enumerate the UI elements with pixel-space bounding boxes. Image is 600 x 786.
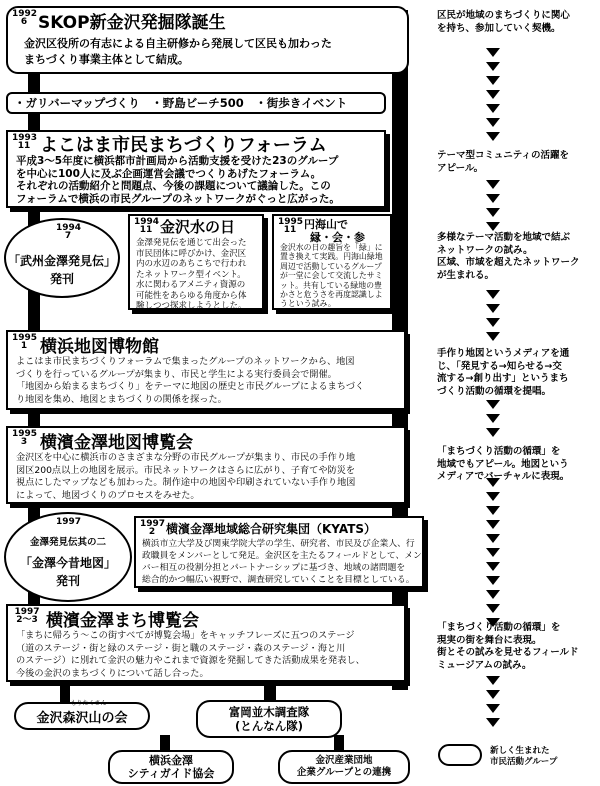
legend-swatch	[438, 744, 482, 766]
enkaizan-box	[272, 214, 392, 310]
down-arrow-icon	[486, 400, 500, 409]
kyats-title: 横濱金澤地域総合研究集団（KYATS）	[166, 522, 377, 536]
kon-jaku-label-top: 金澤発見伝其の二	[29, 537, 106, 548]
down-arrow-icon	[486, 520, 500, 529]
down-arrow-icon	[486, 676, 500, 685]
mizu-body: 金澤発見伝を通じて出会った 市民団体に呼びかけ、金沢区 内の水辺のあちこちで行われ たネットワーク型イベント。 水に関わるアメニティ資源の 可能性をあらゆる角度から体 験しつつ探求しようとした。	[136, 238, 247, 311]
date: 1997	[56, 517, 82, 527]
down-arrow-icon	[486, 534, 500, 543]
group-city-guide	[108, 750, 234, 784]
date: 1995 1	[12, 333, 38, 351]
note: 多様なテーマ活動を地域で結ぶ ネットワークの試み。 区域、市域を超えたネットワーク が生まれる。	[437, 232, 580, 281]
down-arrow-icon	[486, 590, 500, 599]
down-arrow-icon	[486, 690, 500, 699]
date: 1997 2～3	[14, 607, 40, 625]
down-arrow-icon	[486, 576, 500, 585]
down-arrow-icon	[486, 492, 500, 501]
group-sangyo	[278, 750, 410, 784]
down-arrow-icon	[486, 506, 500, 515]
bushu-oval	[4, 218, 120, 298]
connector-bar	[28, 408, 40, 428]
activities-text: ・ガリバーマップづくり ・野島ビーチ500 ・街歩きイベント	[14, 96, 348, 110]
note: 「まちづくり活動の循環」を 現実の街を舞台に表現。 街とその試みを見せるフィールド ミュージアムの試み。	[437, 622, 579, 671]
down-arrow-icon	[486, 332, 500, 341]
forum-body: 平成3～5年度に横浜都市計画局から活動支援を受けた23のグループ を中心に100人に及ぶ企画運営会議でつくりあげたフォーラム。 それぞれの活動紹介と問題点、今後の課題について議論した。この フォーラムで横浜の市民グループのネットワークがぐっと広がった。	[16, 155, 340, 205]
group-tomioka	[196, 700, 342, 738]
down-arrow-icon	[486, 548, 500, 557]
enkaizan-body: 金沢水の日の趣旨を「緑」に 置き換えて実践。円海山緑地 周辺で活動しているグループ が一堂に会して交流したサミ ット。共有している緑地の豊 かさと危うさを再度認識しよ うという試み。	[280, 243, 383, 309]
group-ruby: もりたくさん	[70, 699, 107, 707]
date: 1997 2	[140, 519, 166, 537]
group-sub: (とんなん隊)	[234, 719, 303, 733]
bushu-label: 「武州金澤発見伝」	[7, 254, 116, 268]
down-arrow-icon	[486, 180, 500, 189]
date: 1994 7	[56, 223, 82, 241]
connector-bar	[60, 680, 70, 702]
group-label: 横浜金澤	[149, 754, 193, 767]
down-arrow-icon	[486, 428, 500, 437]
chizu-hakurankai-box	[6, 426, 406, 504]
down-arrow-icon	[486, 222, 500, 231]
group-label: 金沢産業団地	[315, 755, 373, 766]
group-sub: 企業グループとの連携	[296, 767, 392, 778]
date: 1994 11	[134, 217, 160, 235]
machi-hakurankai-body: 「まちに帰ろう～この街すべてが博覧会場」をキャッチフレーズに五つのステージ （道のステージ・街と緑のステージ・街と職のステージ・森のステージ・海と川 のステージ）に別れて金沢の魅力やこれまで資源を発掘してきた活動成果を発表し、 今後の金沢のまちづくりについて話し合った。	[16, 630, 365, 679]
down-arrow-icon	[486, 704, 500, 713]
kyats-box	[134, 516, 424, 588]
machi-hakurankai-box	[6, 604, 406, 682]
date: 1992 6	[12, 9, 38, 27]
down-arrow-icon	[486, 90, 500, 99]
chizu-hakurankai-title: 横濱金澤地図博覧会	[40, 433, 193, 453]
date: 1995 3	[12, 429, 38, 447]
chizu-hakubutsukan-title: 横浜地図博物館	[40, 337, 159, 357]
activities-box	[6, 92, 386, 114]
chizu-hakubutsukan-body: よこはま市民まちづくりフォーラムで集まったグループのネットワークから、地図 づくりを行っているグループが集まり、市民と学生による実行委員会で開催。 「地図から始まるまちづくり」をテーマに地図の歴史と市民グループによるまちづく り地図を集め、地図とまちづくりの関係を探った。	[16, 356, 365, 405]
date: 1993 11	[12, 133, 38, 151]
down-arrow-icon	[486, 194, 500, 203]
down-arrow-icon	[486, 304, 500, 313]
mizu-box	[128, 214, 264, 310]
skop-title: SKOP新金沢発掘隊誕生	[38, 13, 226, 33]
down-arrow-icon	[486, 718, 500, 727]
group-sub: シティガイド協会	[127, 767, 215, 780]
note: 区民が地域のまちづくりに関心 を持ち、参加していく契機。	[437, 10, 570, 34]
note: 手作り地図というメディアを通 じ、「発見する→知らせる→交 流する→創り出す」というまち づくり活動の循環を提唱。	[437, 348, 570, 397]
down-arrow-icon	[486, 76, 500, 85]
forum-box	[6, 130, 386, 208]
kon-jaku-label: 「金澤今昔地図」	[19, 556, 116, 570]
down-arrow-icon	[486, 290, 500, 299]
down-arrow-icon	[486, 118, 500, 127]
date: 1995 11	[278, 217, 304, 235]
enkaizan-title: 円海山で	[304, 218, 348, 231]
forum-title: よこはま市民まちづくりフォーラム	[40, 135, 327, 156]
skop-body: 金沢区役所の有志による自主研修から発展して区民も加わった まちづくり事業主体として結成。	[24, 37, 332, 66]
skop-box	[6, 6, 409, 74]
chizu-hakurankai-body: 金沢区を中心に横浜市のさまざまな分野の市民グループが集まり、市民の手作り地 図区200点以上の地図を展示。市民ネットワークはさらに広がり、子育てや防災を 視点にしたマップなども加わった。制作途中の地図や印刷されていない手作り地図 によって、地図づくりのプロセスをみせた。	[16, 452, 356, 501]
down-arrow-icon	[486, 478, 500, 487]
legend-text: 新しく生まれた 市民活動グループ	[490, 746, 558, 767]
down-arrow-icon	[486, 318, 500, 327]
bushu-suffix: 発刊	[49, 272, 74, 286]
down-arrow-icon	[486, 132, 500, 141]
down-arrow-icon	[486, 618, 500, 627]
group-label: 富岡並木調査隊	[228, 705, 310, 719]
group-label: 金沢森沢山の会	[36, 710, 128, 726]
enkaizan-title-sub: 縁・会・参	[310, 231, 365, 244]
down-arrow-icon	[486, 414, 500, 423]
kon-jaku-oval	[4, 512, 132, 602]
down-arrow-icon	[486, 48, 500, 57]
down-arrow-icon	[486, 208, 500, 217]
down-arrow-icon	[486, 604, 500, 613]
chizu-hakubutsukan-box	[6, 330, 406, 410]
down-arrow-icon	[486, 562, 500, 571]
kyats-body: 横浜市立大学及び関東学院大学の学生、研究者、市民及び企業人、行 政職員をメンバーとして発足。金沢区を主たるフィールドとして、メン バー相互の役割分担とパートナーシップに基づき、地域の諸問題を 総合的かつ幅広い視野で、調査研究していくことを目標としている。	[142, 539, 422, 585]
note: 「まちづくり活動の循環」を 地域でもアピール。地図という メディアでバーチャルに表現。	[437, 446, 570, 482]
machi-hakurankai-title: 横濱金澤まち博覧会	[46, 611, 199, 631]
down-arrow-icon	[486, 104, 500, 113]
mizu-title: 金沢水の日	[160, 218, 236, 236]
note: テーマ型コミュニティの活躍を アピール。	[437, 150, 570, 174]
down-arrow-icon	[486, 62, 500, 71]
group-morisawa	[14, 699, 150, 730]
kon-jaku-suffix: 発刊	[55, 574, 80, 588]
